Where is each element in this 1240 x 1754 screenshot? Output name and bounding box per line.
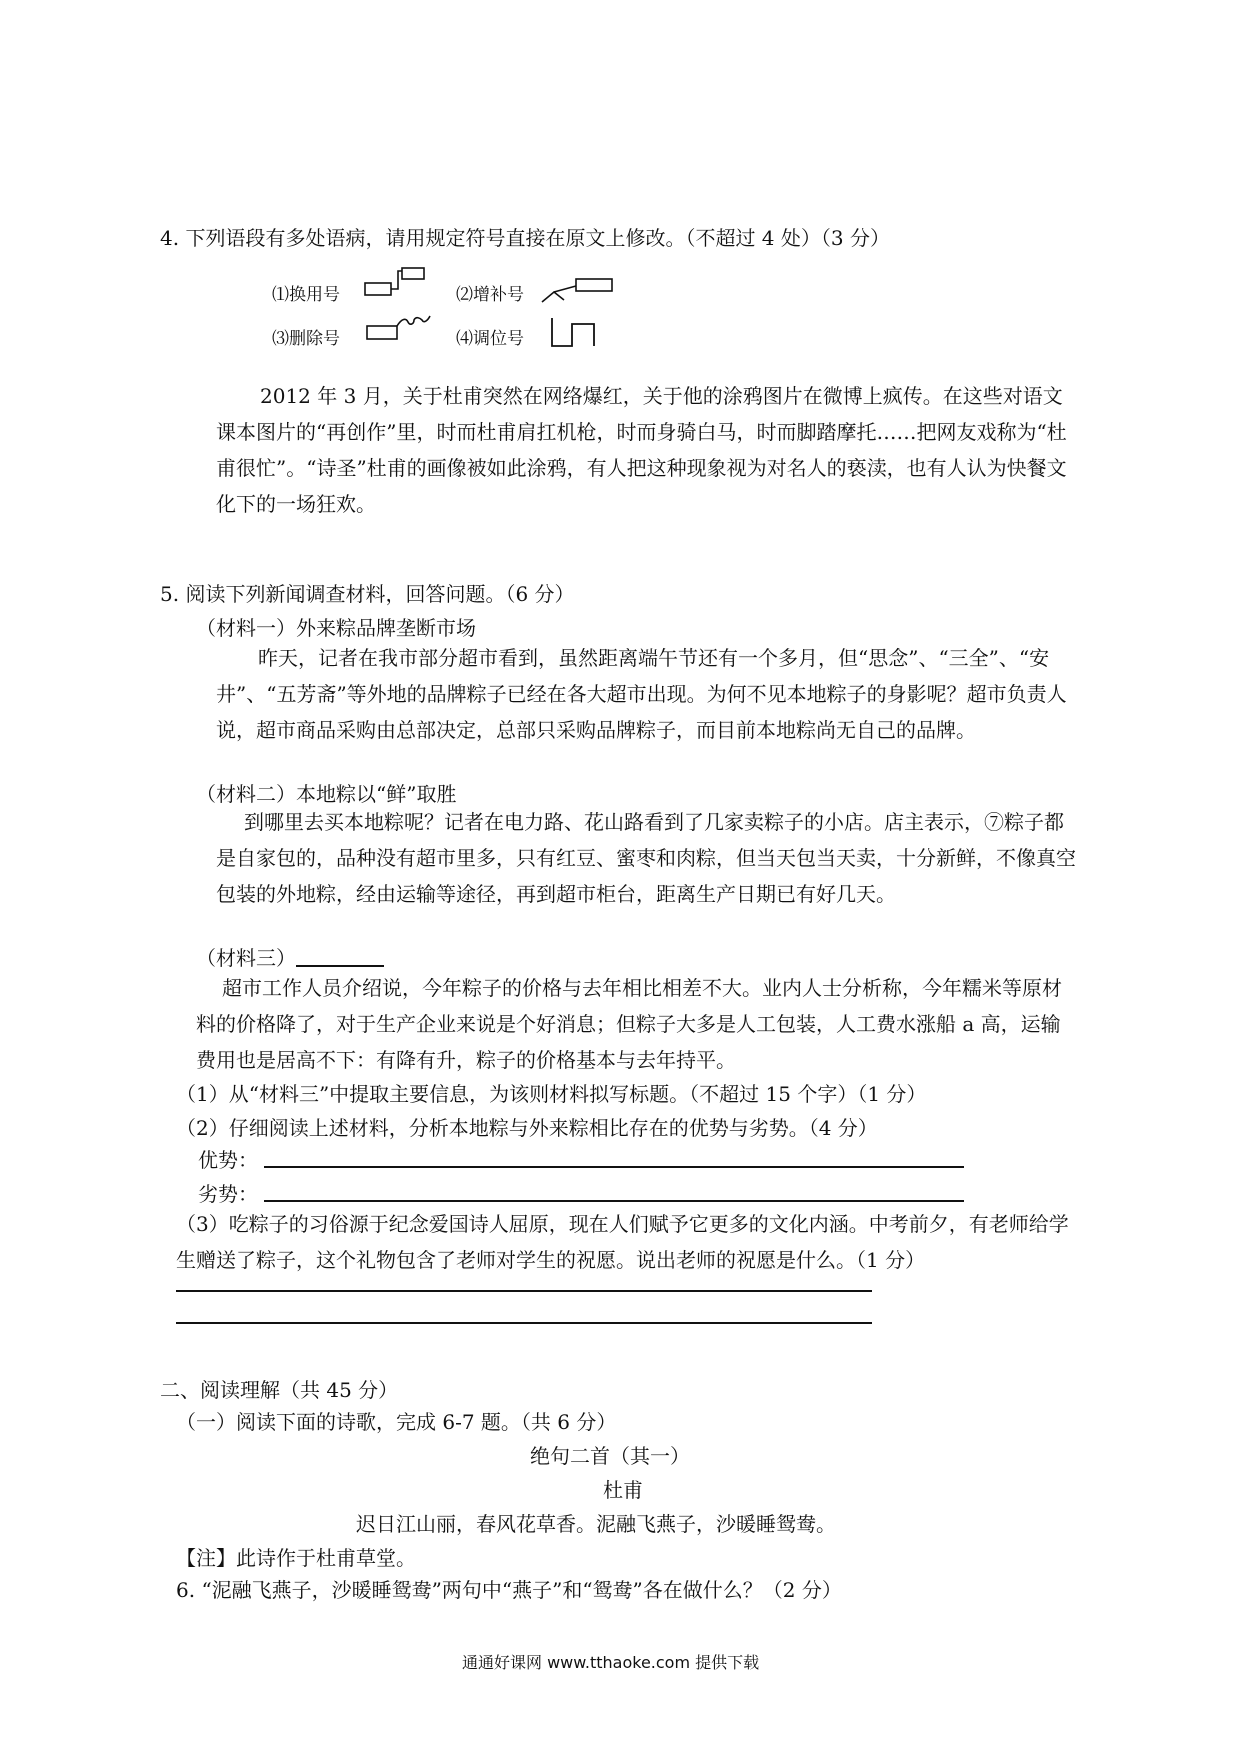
- advantage-answer-line[interactable]: [264, 1166, 964, 1168]
- q5-title: 5. 阅读下列新闻调查材料，回答问题。（6 分）: [160, 582, 575, 606]
- question-6: 6. “泥融飞燕子，沙暖睡鸳鸯”两句中“燕子”和“鸳鸯”各在做什么？（2 分）: [176, 1578, 842, 1602]
- delete-symbol-label: ⑶删除号: [272, 329, 340, 349]
- disadvantage-answer-line[interactable]: [264, 1200, 964, 1202]
- page-footer: 通通好课网 www.tthaoke.com 提供下载: [462, 1653, 760, 1672]
- q4-title: 4. 下列语段有多处语病，请用规定符号直接在原文上修改。（不超过 4 处）（3 分）: [160, 226, 890, 250]
- material-3-text: 超市工作人员介绍说，今年粽子的价格与去年相比相差不大。业内人士分析称，今年糯米等原材料的价格降了，对于生产企业来说是个好消息；但粽子大多是人工包装，人工费水涨船 a 高，运输费用也是居高不下：有降有升，粽子的价格基本与去年持平。: [196, 976, 1062, 1072]
- material-3-title-blank[interactable]: [296, 947, 384, 967]
- material-2-title: （材料二）本地粽以“鲜”取胜: [196, 782, 457, 806]
- transpose-symbol-icon: [548, 316, 604, 350]
- material-3-title: [196, 942, 384, 971]
- material-3-label: （材料三）: [196, 946, 296, 970]
- material-2-text: 到哪里去买本地粽呢？记者在电力路、花山路看到了几家卖粽子的小店。店主表示，⑦粽子都是自家包的，品种没有超市里多，只有红豆、蜜枣和肉粽，但当天包当天卖，十分新鲜，不像真空包装的外地粽，经由运输等途径，再到超市柜台，距离生产日期已有好几天。: [216, 810, 1076, 906]
- poem-note: 【注】此诗作于杜甫草堂。: [176, 1546, 416, 1570]
- poem-author: 杜甫: [603, 1478, 643, 1502]
- disadvantage-label: 劣势：: [198, 1182, 258, 1206]
- replace-symbol-label: ⑴换用号: [272, 285, 340, 305]
- material-1-text: 昨天，记者在我市部分超市看到，虽然距离端午节还有一个多月，但“思念”、“三全”、“安井”、“五芳斋”等外地的品牌粽子已经在各大超市出现。为何不见本地粽子的身影呢？超市负责人说，超市商品采购由总部决定，总部只采购品牌粽子，而目前本地粽尚无自己的品牌。: [216, 646, 1067, 742]
- insert-symbol-icon: [540, 274, 616, 304]
- sub-question-2: （2）仔细阅读上述材料，分析本地粽与外来粽相比存在的优势与劣势。（4 分）: [176, 1116, 878, 1140]
- section-2-title: 二、阅读理解（共 45 分）: [160, 1378, 399, 1402]
- sub-question-1: （1）从“材料三”中提取主要信息，为该则材料拟写标题。（不超过 15 个字）（1 分）: [176, 1082, 927, 1106]
- sub-question-3: （3）吃粽子的习俗源于纪念爱国诗人屈原，现在人们赋予它更多的文化内涵。中考前夕，有老师给学生赠送了粽子，这个礼物包含了老师对学生的祝愿。说出老师的祝愿是什么。（1 分）: [176, 1212, 1069, 1272]
- wish-answer-line-2[interactable]: [176, 1322, 872, 1324]
- section-2-part-1: （一）阅读下面的诗歌，完成 6-7 题。（共 6 分）: [176, 1410, 617, 1434]
- q4-passage: 2012 年 3 月，关于杜甫突然在网络爆红，关于他的涂鸦图片在微博上疯传。在这些对语文课本图片的“再创作”里，时而杜甫肩扛机枪，时而身骑白马，时而脚踏摩托……把网友戏称为“杜甫很忙”。“诗圣”杜甫的画像被如此涂鸦，有人把这种现象视为对名人的亵渎，也有人认为快餐文化下的一场狂欢。: [216, 384, 1067, 516]
- delete-symbol-icon: [364, 312, 434, 344]
- transpose-symbol-label: ⑷调位号: [456, 329, 524, 349]
- poem-text: 迟日江山丽，春风花草香。泥融飞燕子，沙暖睡鸳鸯。: [356, 1512, 836, 1536]
- poem-title: 绝句二首（其一）: [530, 1444, 690, 1468]
- insert-symbol-label: ⑵增补号: [456, 285, 524, 305]
- advantage-label: 优势：: [198, 1148, 258, 1172]
- replace-symbol-icon: [362, 266, 428, 298]
- material-1-title: （材料一）外来粽品牌垄断市场: [196, 616, 476, 640]
- wish-answer-line-1[interactable]: [176, 1290, 872, 1292]
